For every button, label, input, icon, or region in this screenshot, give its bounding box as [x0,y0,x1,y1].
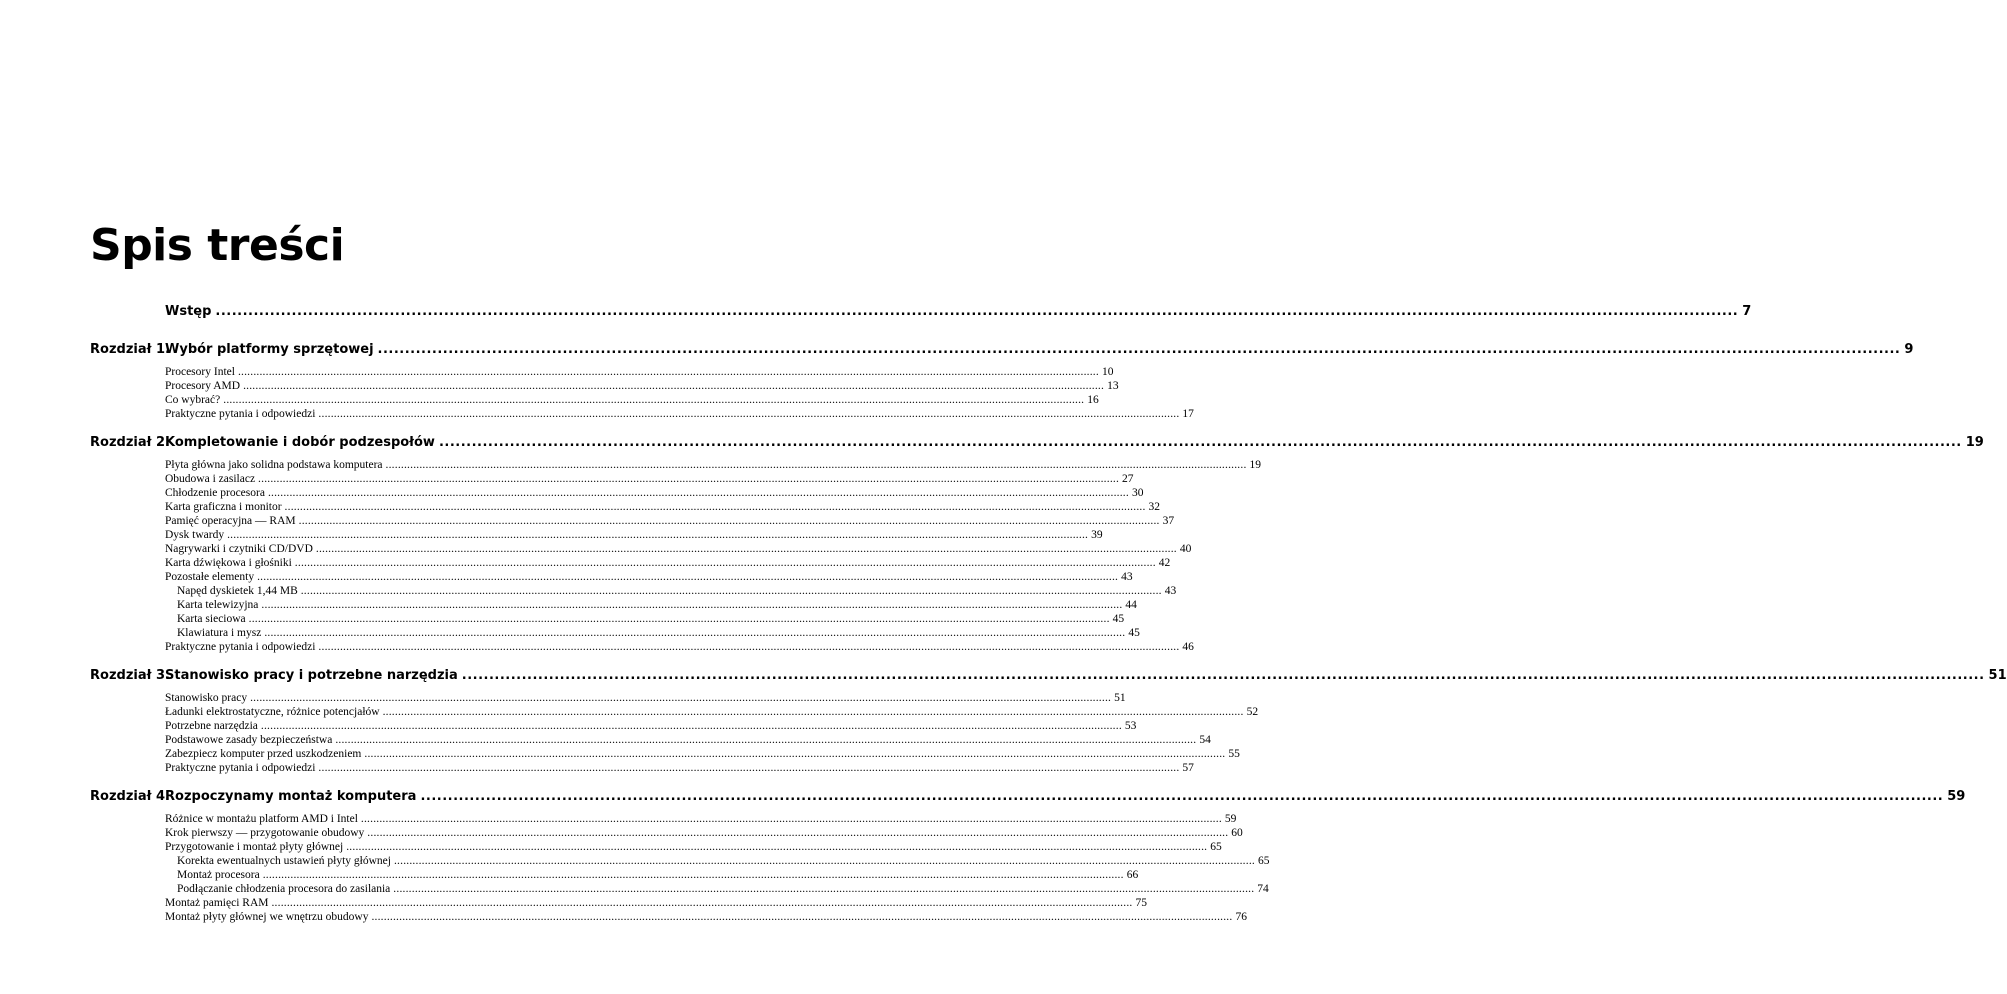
dot-leader: ........................................................................................................................................................................................................................................................................................ [318,641,1180,653]
page-number: 7 [1742,304,1752,319]
dot-leader: ........................................................................................................................................................................................................................................................................................ [393,855,1255,867]
dot-leader: ........................................................................................................................................................................................................................................................................................ [346,841,1208,853]
toc-entry[interactable] [165,500,1161,514]
page-number: 19 [1965,435,1984,450]
chapter-title: Rozpoczynamy montaż komputera [165,789,417,804]
page-number: 59 [1224,813,1237,825]
page-number: 9 [1904,342,1914,357]
dot-leader: ........................................................................................................................................................................................................................................................................................ [223,394,1085,406]
chapter-title: Kompletowanie i dobór podzespołów [165,435,435,450]
chapter-label: Rozdział 2. [90,435,170,450]
toc-chapter[interactable] [0,433,1984,453]
entry-title: Montaż płyty głównej we wnętrzu obudowy [165,911,369,923]
entry-title: Karta graficzna i monitor [165,501,282,513]
dot-leader: ........................................................................................................................................................................................................................................................................................ [294,557,1156,569]
page-title: Spis treści [90,220,345,271]
entry-title: Ładunki elektrostatyczne, różnice potencjałów [165,706,380,718]
toc-entry[interactable] [165,570,1133,584]
page-number: 51 [1988,668,2007,683]
chapter-title: Wstęp [165,304,212,319]
page-number: 76 [1235,911,1247,923]
toc-entry[interactable] [165,691,1126,705]
dot-leader: ........................................................................................................................................................................................................................................................................................ [237,366,1099,378]
dot-leader: ........................................................................................................................................................................................................................................................................................ [257,571,1119,583]
dot-leader: ........................................................................................................................................................................................................................................................................................ [267,487,1129,499]
page-number: 17 [1182,408,1194,420]
dot-leader: ........................................................................................................................................................................................................................................................................................ [260,720,1122,732]
dot-leader: ........................................................................................................................................................................................................................................................................................ [377,342,1901,357]
toc-subentry[interactable] [177,598,1137,612]
dot-leader: ........................................................................................................................................................................................................................................................................................ [382,706,1244,718]
dot-leader: ........................................................................................................................................................................................................................................................................................ [258,473,1120,485]
toc-entry[interactable] [165,379,1119,393]
dot-leader: ........................................................................................................................................................................................................................................................................................ [364,748,1226,760]
page-number: 65 [1210,841,1222,853]
toc-subentry[interactable] [177,612,1125,626]
page-number: 40 [1179,543,1192,555]
entry-title: Karta telewizyjna [177,599,259,611]
dot-leader: ........................................................................................................................................................................................................................................................................................ [371,911,1233,923]
page-number: 54 [1199,734,1211,746]
chapter-title: Wybór platformy sprzętowej [165,342,374,357]
dot-leader: ........................................................................................................................................................................................................................................................................................ [360,813,1222,825]
page-number: 37 [1162,515,1175,527]
toc-entry[interactable] [165,542,1192,556]
page-number: 19 [1249,459,1262,471]
chapter-title-line [165,666,2007,686]
toc-subentry[interactable] [177,626,1140,640]
page-number: 13 [1107,380,1119,392]
chapter-title-line [165,787,1966,807]
toc-subentry[interactable] [177,854,1270,868]
page-number: 10 [1101,366,1114,378]
page-number: 45 [1128,627,1140,639]
entry-title: Pozostałe elementy [165,571,255,583]
dot-leader: ........................................................................................................................................................................................................................................................................................ [438,435,1962,450]
toc-entry[interactable] [165,896,1147,910]
chapter-label: Rozdział 4. [90,789,170,804]
entry-title: Dysk twardy [165,529,225,541]
page-number: 53 [1124,720,1137,732]
page-number: 30 [1131,487,1144,499]
entry-title: Zabezpiecz komputer przed uszkodzeniem [165,748,362,760]
page-number: 75 [1135,897,1147,909]
entry-title: Różnice w montażu platform AMD i Intel [165,813,358,825]
dot-leader: ........................................................................................................................................................................................................................................................................................ [261,599,1123,611]
dot-leader: ........................................................................................................................................................................................................................................................................................ [367,827,1229,839]
page-number: 43 [1121,571,1133,583]
toc-entry[interactable] [165,705,1259,719]
page-number: 42 [1158,557,1171,569]
toc-entry[interactable] [165,640,1194,654]
dot-leader: ........................................................................................................................................................................................................................................................................................ [420,789,1944,804]
page-number: 16 [1087,394,1099,406]
dot-leader: ........................................................................................................................................................................................................................................................................................ [227,529,1089,541]
entry-title: Co wybrać? [165,394,221,406]
entry-title: Praktyczne pytania i odpowiedzi [165,762,316,774]
dot-leader: ........................................................................................................................................................................................................................................................................................ [284,501,1146,513]
toc-entry[interactable] [165,556,1171,570]
toc-entry[interactable] [165,910,1247,924]
toc-intro[interactable] [0,302,1752,322]
toc-entry[interactable] [165,407,1194,421]
chapter-label: Rozdział 3. [90,668,170,683]
dot-leader: ........................................................................................................................................................................................................................................................................................ [262,869,1124,881]
chapter-label: Rozdział 1. [90,342,170,357]
toc-entry[interactable] [165,719,1137,733]
chapter-title-line [165,302,1752,322]
dot-leader: ........................................................................................................................................................................................................................................................................................ [318,408,1180,420]
page-number: 57 [1182,762,1194,774]
entry-title: Obudowa i zasilacz [165,473,256,485]
entry-title: Podłączanie chłodzenia procesora do zasilania [177,883,391,895]
page-number: 52 [1246,706,1259,718]
entry-title: Karta dźwiękowa i głośniki [165,557,292,569]
toc-entry[interactable] [165,528,1103,542]
entry-title: Korekta ewentualnych ustawień płyty głównej [177,855,391,867]
toc-chapter[interactable] [0,666,2007,686]
dot-leader: ........................................................................................................................................................................................................................................................................................ [298,515,1160,527]
dot-leader: ........................................................................................................................................................................................................................................................................................ [248,613,1110,625]
toc-entry[interactable] [165,761,1194,775]
page-number: 27 [1122,473,1134,485]
page-number: 55 [1228,748,1240,760]
toc-entry[interactable] [165,365,1114,379]
dot-leader: ........................................................................................................................................................................................................................................................................................ [300,585,1162,597]
dot-leader: ........................................................................................................................................................................................................................................................................................ [461,668,1985,683]
entry-title: Stanowisko pracy [165,692,248,704]
dot-leader: ........................................................................................................................................................................................................................................................................................ [243,380,1105,392]
entry-title: Procesory Intel [165,366,235,378]
entry-title: Potrzebne narzędzia [165,720,258,732]
page-number: 51 [1114,692,1126,704]
page-number: 39 [1091,529,1103,541]
entry-title: Krok pierwszy — przygotowanie obudowy [165,827,365,839]
toc-entry[interactable] [165,826,1243,840]
entry-title: Pamięć operacyjna — RAM [165,515,296,527]
page-number: 74 [1257,883,1269,895]
toc-entry[interactable] [165,733,1211,747]
dot-leader: ........................................................................................................................................................................................................................................................................................ [315,543,1177,555]
chapter-title-line [165,433,1984,453]
toc-entry[interactable] [165,458,1262,472]
page-number: 59 [1947,789,1966,804]
entry-title: Napęd dyskietek 1,44 MB [177,585,298,597]
toc-entry[interactable] [165,486,1144,500]
page-number: 45 [1112,613,1125,625]
toc-entry[interactable] [165,393,1099,407]
toc-subentry[interactable] [177,882,1269,896]
page-number: 43 [1164,585,1177,597]
dot-leader: ........................................................................................................................................................................................................................................................................................ [250,692,1112,704]
toc-entry[interactable] [165,812,1237,826]
toc-entry[interactable] [165,840,1222,854]
dot-leader: ........................................................................................................................................................................................................................................................................................ [318,762,1180,774]
entry-title: Montaż procesora [177,869,260,881]
dot-leader: ........................................................................................................................................................................................................................................................................................ [335,734,1197,746]
toc-chapter[interactable] [0,787,1966,807]
entry-title: Nagrywarki i czytniki CD/DVD [165,543,313,555]
entry-title: Praktyczne pytania i odpowiedzi [165,408,316,420]
entry-title: Chłodzenie procesora [165,487,265,499]
dot-leader: ........................................................................................................................................................................................................................................................................................ [393,883,1255,895]
toc-entry[interactable] [165,747,1240,761]
entry-title: Procesory AMD [165,380,241,392]
entry-title: Montaż pamięci RAM [165,897,269,909]
toc-subentry[interactable] [177,584,1177,598]
page-number: 60 [1231,827,1243,839]
chapter-title-line [165,340,1914,360]
dot-leader: ........................................................................................................................................................................................................................................................................................ [215,304,1739,319]
page-number: 44 [1125,599,1137,611]
entry-title: Przygotowanie i montaż płyty głównej [165,841,344,853]
page-number: 65 [1257,855,1270,867]
dot-leader: ........................................................................................................................................................................................................................................................................................ [271,897,1133,909]
dot-leader: ........................................................................................................................................................................................................................................................................................ [385,459,1247,471]
toc-subentry[interactable] [177,868,1139,882]
entry-title: Praktyczne pytania i odpowiedzi [165,641,316,653]
page-number: 32 [1148,501,1161,513]
entry-title: Klawiatura i mysz [177,627,262,639]
entry-title: Podstawowe zasady bezpieczeństwa [165,734,333,746]
entry-title: Karta sieciowa [177,613,246,625]
page-number: 46 [1182,641,1194,653]
toc-entry[interactable] [165,514,1175,528]
page-number: 66 [1126,869,1139,881]
toc-chapter[interactable] [0,340,1914,360]
dot-leader: ........................................................................................................................................................................................................................................................................................ [264,627,1126,639]
chapter-title: Stanowisko pracy i potrzebne narzędzia [165,668,458,683]
toc-entry[interactable] [165,472,1134,486]
entry-title: Płyta główna jako solidna podstawa komputera [165,459,383,471]
